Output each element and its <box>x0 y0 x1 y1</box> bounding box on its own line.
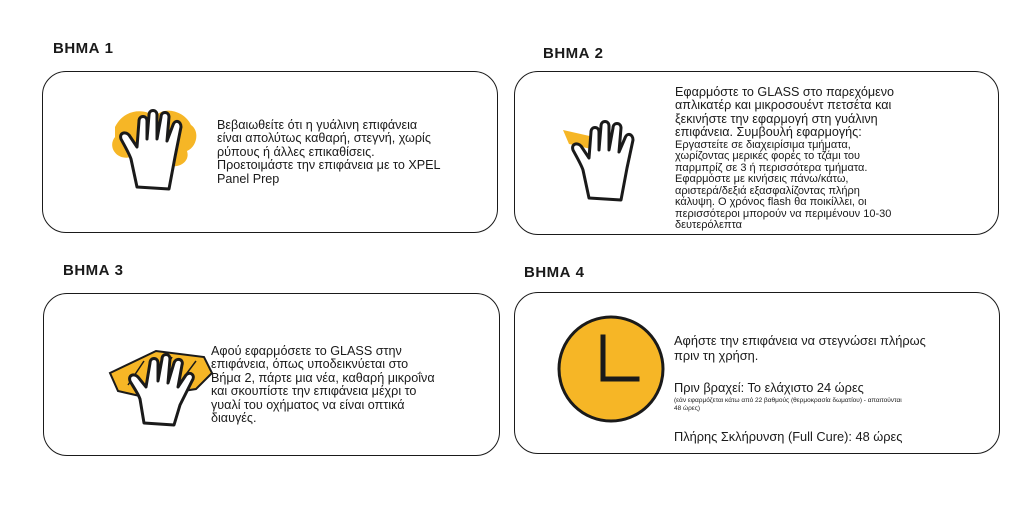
step-3-title: ΒΗΜΑ 3 <box>63 262 124 279</box>
step-2-card <box>514 71 999 235</box>
gloved-hand-applicator-icon <box>555 106 655 206</box>
step-3-text: Αφού εφαρμόσετε το GLASS στην επιφάνεια, όπως υποδεικνύεται στο Βήμα 2, πάρτε μια νέα, καθαρή μικροΐνα και σκουπίστε την επιφάνεια μέχρι το γυαλί του οχήματος να είναι οπτικά διαυγές. <box>211 344 435 426</box>
step-4-temperature-note: (εάν εφαρμόζεται κάτω από 22 βαθμούς (θερμοκρασία δωματίου) - απαιτούνται 48 ώρες) <box>674 397 902 412</box>
step-4-full-cure: Πλήρης Σκλήρυνση (Full Cure): 48 ώρες <box>674 429 903 444</box>
step-1-text: Βεβαιωθείτε ότι η γυάλινη επιφάνεια είναι απολύτως καθαρή, στεγνή, χωρίς ρύπους ή άλλες επικαθίσεις. Προετοιμάστε την επιφάνεια με το XPEL Panel Prep <box>217 118 441 186</box>
step-1-card <box>42 71 498 233</box>
step-2-tip: Εργαστείτε σε διαχειρίσιμα τμήματα, χωρίζοντας μερικές φορές το τζάμι του παρμπρίζ σε 3 ή περισσότερα τμήματα. Εφαρμόστε με κινήσεις πάνω/κάτω, αριστερά/δεξιά εξασφαλίζοντας πλήρη κάλυψη. Ο χρόνος flash θα ποικίλλει, οι περισσότεροι μπορούν να περιμένουν 10-30 δευτερόλεπτα <box>675 138 892 232</box>
gloved-hand-microfiber-towel-icon <box>104 327 214 427</box>
step-2-text-block <box>675 86 975 232</box>
gloved-hand-wipe-icon <box>101 99 201 199</box>
step-4-title: ΒΗΜΑ 4 <box>524 264 585 281</box>
step-4-rain-time: Πριν βραχεί: Το ελάχιστο 24 ώρες <box>674 380 864 395</box>
step-2-text: Εφαρμόστε το GLASS στο παρεχόμενο απλικατέρ και μικροσουέντ πετσέτα και ξεκινήστε την εφαρμογή στη γυάλινη επιφάνεια. Συμβουλή εφαρμογής: <box>675 86 895 140</box>
step-1-title: ΒΗΜΑ 1 <box>53 40 114 57</box>
clock-icon <box>555 313 667 425</box>
step-4-text: Αφήστε την επιφάνεια να στεγνώσει πλήρως πριν τη χρήση. <box>674 333 926 363</box>
step-2-title: ΒΗΜΑ 2 <box>543 45 604 62</box>
step-3-card <box>43 293 500 456</box>
step-4-card <box>514 292 1000 454</box>
